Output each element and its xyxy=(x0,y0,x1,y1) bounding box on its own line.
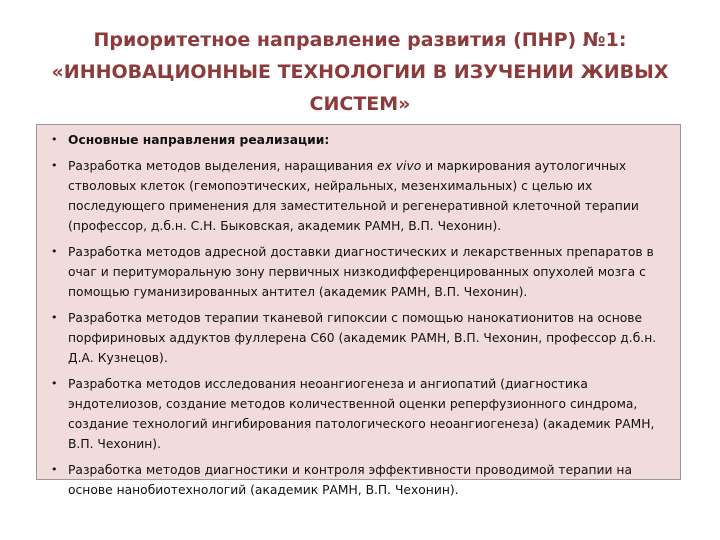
bullet-icon: • xyxy=(51,377,58,390)
list-item xyxy=(51,374,666,454)
list-item-text: Разработка методов исследования неоангиогенеза и ангиопатий (диагностика эндотелиозов, создание методов количественной оценки реперфузионного синдрома, создание технологий ингибирования патологического неоангиогенеза) (академик РАМН, В.П. Чехонин). xyxy=(68,377,655,451)
bullet-list xyxy=(51,130,666,500)
list-item xyxy=(51,242,666,302)
list-item-text-start: Разработка методов выделения, наращивания xyxy=(68,159,377,173)
bullet-icon: • xyxy=(51,133,58,146)
list-item xyxy=(51,460,666,500)
list-heading-text: Основные направления реализации: xyxy=(68,133,330,147)
list-item-heading xyxy=(51,130,666,150)
bullet-icon: • xyxy=(51,463,58,476)
content-box xyxy=(36,124,681,497)
title-line-3: СИСТЕМ» xyxy=(309,93,411,115)
list-item xyxy=(51,156,666,236)
title-line-2: «ИННОВАЦИОННЫЕ ТЕХНОЛОГИИ В ИЗУЧЕНИИ ЖИВЫХ xyxy=(51,61,669,83)
slide-title xyxy=(40,24,680,120)
bullet-icon: • xyxy=(51,159,58,172)
list-item-text: Разработка методов терапии тканевой гипоксии с помощью нанокатионитов на основе порфириновых аддуктов фуллерена С60 (академик РАМН, В.П. Чехонин, профессор д.б.н. Д.А. Кузнецов). xyxy=(68,311,657,365)
list-item xyxy=(51,308,666,368)
bullet-icon: • xyxy=(51,245,58,258)
list-item-text-end: и маркирования аутологичных стволовых клеток (гемопоэтических, нейральных, мезенхимальных) с целью их последующего применения для заместительной и регенеративной клеточной терапии (профессор, д.б.н. С.Н. Быковская, академик РАМН, В.П. Чехонин). xyxy=(68,159,639,233)
list-item-text: Разработка методов адресной доставки диагностических и лекарственных препаратов в очаг и перитуморальную зону первичных низкодифференцированных опухолей мозга с помощью гуманизированных антител (академик РАМН, В.П. Чехонин). xyxy=(68,245,654,299)
list-item-text-italic: ex vivo xyxy=(377,159,422,173)
bullet-icon: • xyxy=(51,311,58,324)
list-item-text: Разработка методов диагностики и контроля эффективности проводимой терапии на основе нанобиотехнологий (академик РАМН, В.П. Чехонин). xyxy=(68,463,632,497)
title-line-1: Приоритетное направление развития (ПНР) №1: xyxy=(93,29,627,51)
